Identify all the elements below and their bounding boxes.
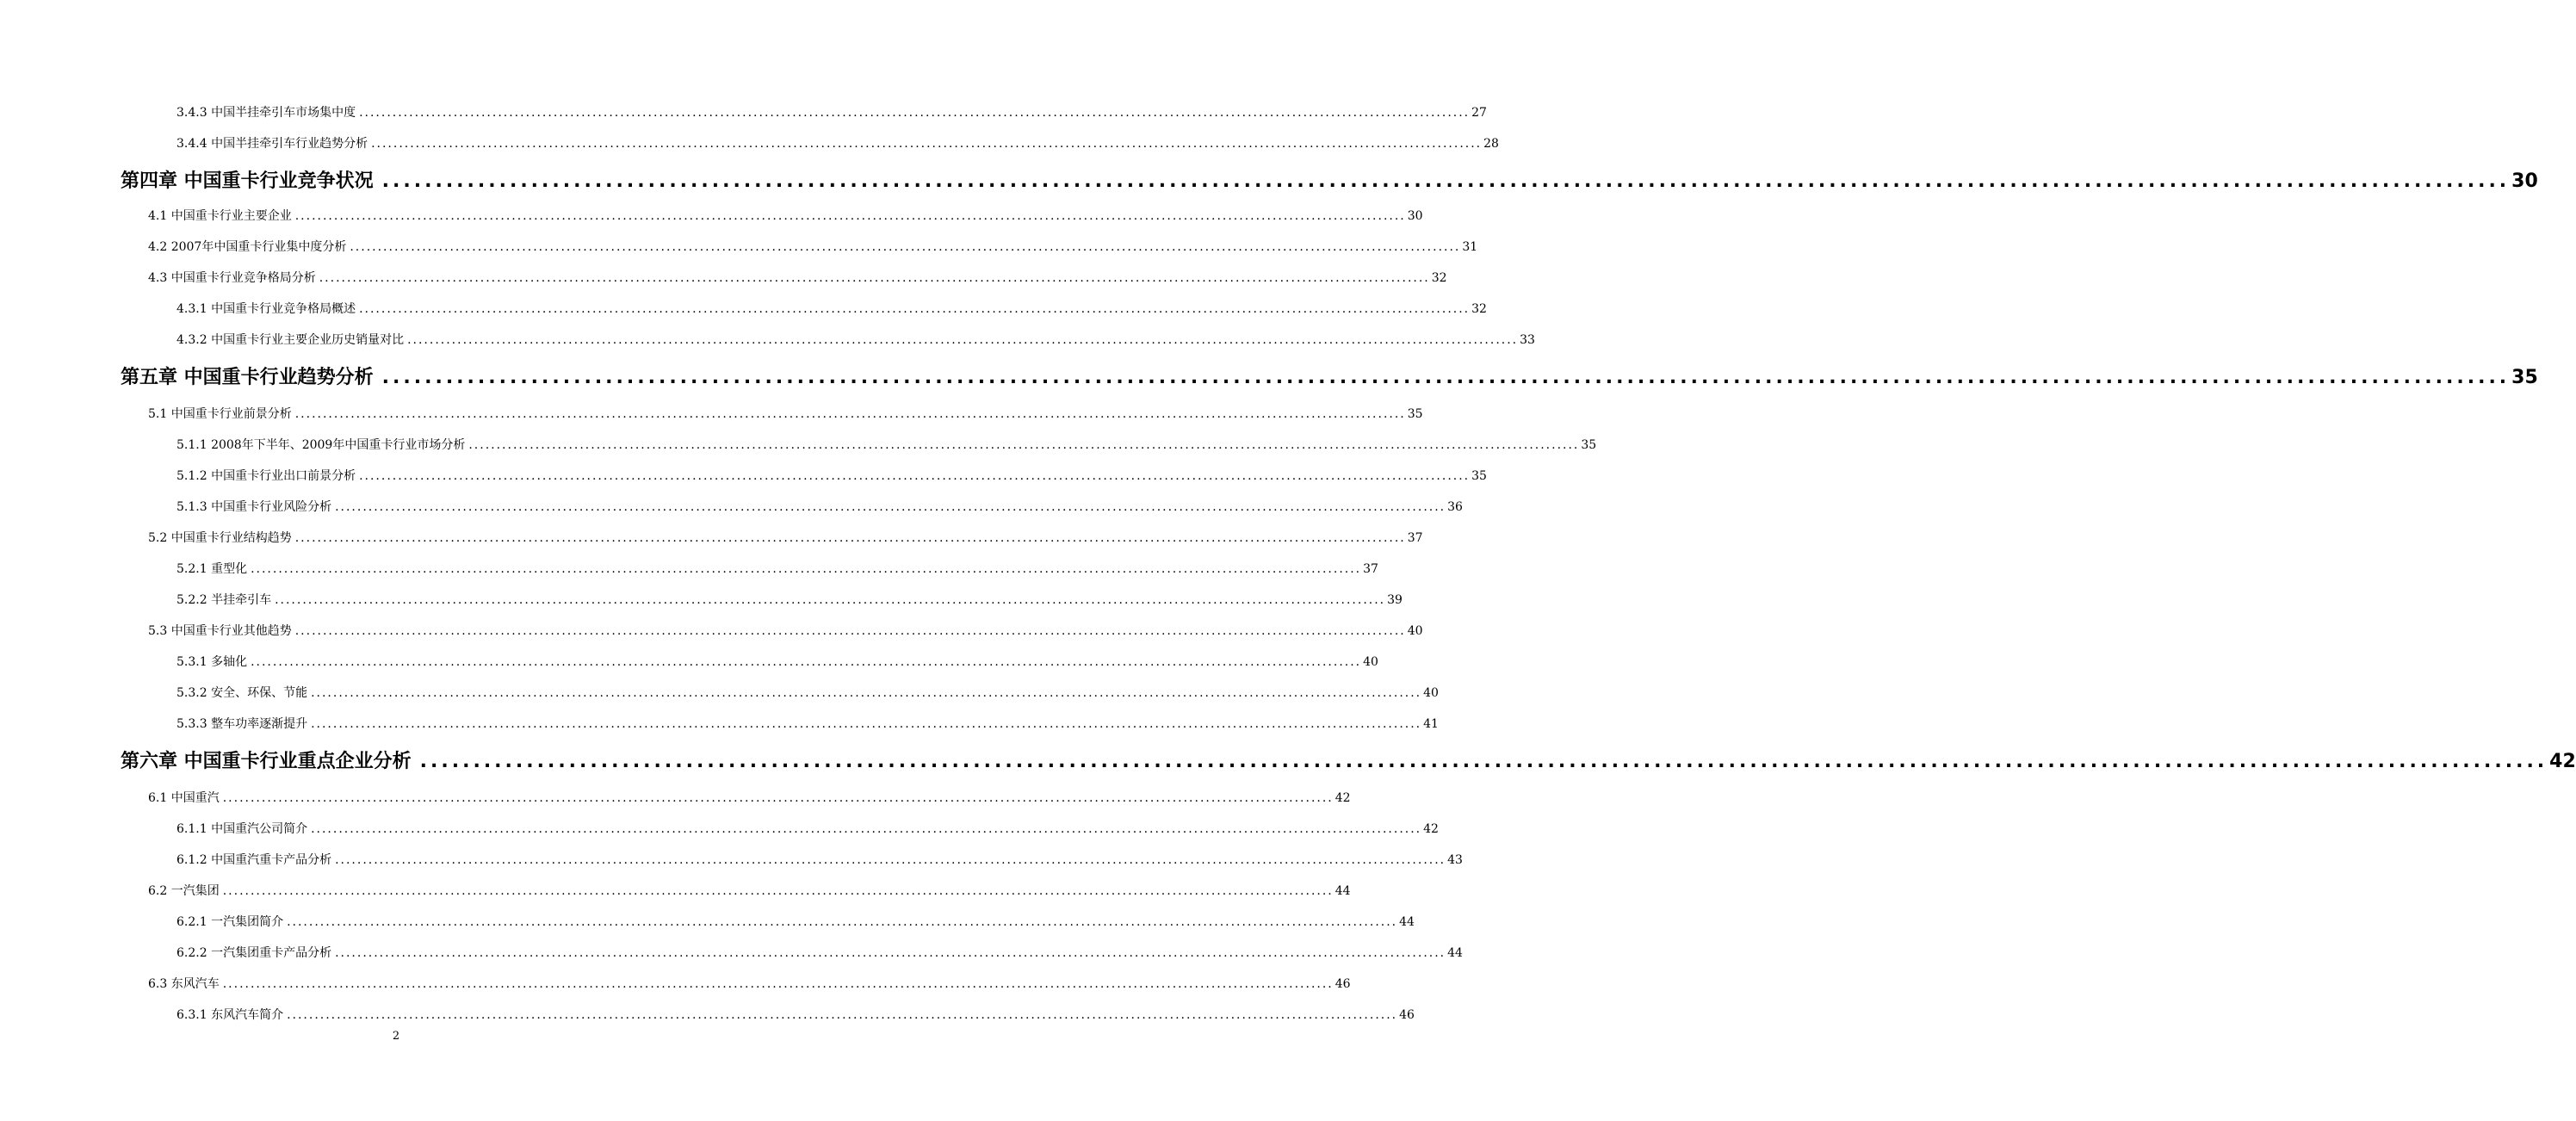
- toc-entry-page: 42: [1423, 822, 1439, 836]
- toc-entry[interactable]: [148, 269, 1447, 286]
- toc-dot-leader: ........................................................................................................................................................................................................: [311, 717, 1422, 731]
- toc-entry[interactable]: [148, 238, 1478, 255]
- toc-chapter-entry[interactable]: [121, 166, 2538, 193]
- toc-entry-title: 5.3 中国重卡行业其他趋势: [148, 624, 292, 638]
- toc-entry-page: 32: [1431, 271, 1447, 285]
- toc-entry-page: 46: [1399, 1008, 1415, 1022]
- toc-entry-page: 27: [1471, 106, 1487, 120]
- toc-entry-title: 3.4.4 中国半挂牵引车行业趋势分析: [176, 137, 368, 151]
- toc-entry-page: 35: [1407, 407, 1423, 421]
- toc-entry-title: 4.3.1 中国重卡行业竞争格局概述: [176, 302, 356, 316]
- toc-entry[interactable]: [176, 331, 1535, 348]
- toc-entry-page: 31: [1462, 240, 1478, 254]
- toc-entry[interactable]: [176, 913, 1415, 930]
- toc-dot-leader: ........................................................................................................................................................................................................: [294, 209, 1406, 223]
- toc-entry-page: 46: [1334, 977, 1351, 991]
- toc-entry[interactable]: [176, 134, 1499, 152]
- toc-entry-title: 4.2 2007年中国重卡行业集中度分析: [148, 240, 347, 254]
- toc-entry-title: 6.1.2 中国重汽重卡产品分析: [176, 853, 332, 867]
- toc-entry-title: 3.4.3 中国半挂牵引车市场集中度: [176, 106, 356, 120]
- toc-entry-title: 6.3.1 东风汽车简介: [176, 1008, 284, 1022]
- toc-dot-leader: ........................................................................................................................................................................................................: [335, 946, 1446, 960]
- toc-dot-leader: ........................................................................................................................................................................................................: [381, 367, 2511, 388]
- toc-entry-page: 28: [1483, 137, 1499, 151]
- toc-entry-title: 5.1.1 2008年下半年、2009年中国重卡行业市场分析: [176, 438, 466, 452]
- toc-entry-title: 5.3.1 多轴化: [176, 655, 248, 669]
- toc-entry-page: 33: [1520, 333, 1535, 347]
- toc-entry[interactable]: [148, 207, 1423, 224]
- toc-entry-title: 5.2 中国重卡行业结构趋势: [148, 531, 292, 545]
- toc-dot-leader: ........................................................................................................................................................................................................: [468, 438, 1580, 452]
- toc-entry-title: 第六章 中国重卡行业重点企业分析: [121, 751, 412, 772]
- toc-dot-leader: ........................................................................................................................................................................................................: [381, 170, 2511, 192]
- toc-entry-page: 40: [1423, 686, 1439, 700]
- toc-dot-leader: ........................................................................................................................................................................................................: [359, 302, 1471, 316]
- toc-entry-title: 5.1.3 中国重卡行业风险分析: [176, 500, 332, 514]
- toc-entry-page: 35: [1581, 438, 1597, 452]
- toc-entry-page: 43: [1447, 853, 1463, 867]
- toc-entry[interactable]: [176, 715, 1439, 732]
- toc-entry-title: 4.3.2 中国重卡行业主要企业历史销量对比: [176, 333, 405, 347]
- toc-entry[interactable]: [176, 820, 1439, 837]
- toc-entry-title: 5.3.3 整车功率逐渐提升: [176, 717, 308, 731]
- toc-entry-page: 39: [1387, 593, 1403, 607]
- toc-entry-page: 37: [1407, 531, 1423, 545]
- toc-dot-leader: ........................................................................................................................................................................................................: [287, 1008, 1398, 1022]
- toc-entry-title: 5.1.2 中国重卡行业出口前景分析: [176, 469, 356, 483]
- toc-entry[interactable]: [148, 529, 1423, 546]
- toc-chapter-entry[interactable]: [121, 362, 2538, 389]
- toc-entry[interactable]: [176, 591, 1403, 608]
- toc-dot-leader: ........................................................................................................................................................................................................: [275, 593, 1386, 607]
- toc-entry-page: 40: [1407, 624, 1423, 638]
- toc-dot-leader: ........................................................................................................................................................................................................: [371, 137, 1483, 151]
- toc-dot-leader: ........................................................................................................................................................................................................: [287, 915, 1398, 929]
- toc-entry-title: 5.2.2 半挂牵引车: [176, 593, 272, 607]
- toc-entry-page: 40: [1363, 655, 1378, 669]
- toc-dot-leader: ........................................................................................................................................................................................................: [251, 562, 1362, 576]
- toc-entry-title: 6.3 东风汽车: [148, 977, 220, 991]
- toc-entry[interactable]: [176, 560, 1378, 577]
- toc-entry-page: 37: [1363, 562, 1378, 576]
- toc-entry-title: 6.2.1 一汽集团简介: [176, 915, 284, 929]
- toc-dot-leader: ........................................................................................................................................................................................................: [335, 500, 1446, 514]
- toc-dot-leader: ........................................................................................................................................................................................................: [222, 884, 1334, 898]
- toc-dot-leader: ........................................................................................................................................................................................................: [294, 407, 1406, 421]
- toc-entry[interactable]: [176, 684, 1439, 701]
- toc-entry[interactable]: [176, 653, 1378, 670]
- toc-chapter-entry[interactable]: [121, 746, 2576, 773]
- toc-entry[interactable]: [176, 944, 1463, 961]
- toc-entry-page: 35: [2511, 367, 2538, 388]
- toc-entry[interactable]: [148, 789, 1351, 806]
- toc-entry-page: 41: [1423, 717, 1439, 731]
- toc-entry[interactable]: [176, 467, 1487, 484]
- toc-entry-page: 30: [2511, 170, 2538, 192]
- toc-entry[interactable]: [176, 436, 1597, 453]
- toc-entry[interactable]: [148, 405, 1423, 422]
- toc-dot-leader: ........................................................................................................................................................................................................: [319, 271, 1430, 285]
- toc-entry[interactable]: [176, 498, 1463, 515]
- toc-entry-title: 第五章 中国重卡行业趋势分析: [121, 367, 374, 388]
- toc-entry[interactable]: [176, 851, 1463, 868]
- toc-dot-leader: ........................................................................................................................................................................................................: [294, 624, 1406, 638]
- toc-dot-leader: ........................................................................................................................................................................................................: [222, 977, 1334, 991]
- toc-entry-page: 44: [1447, 946, 1463, 960]
- toc-entry[interactable]: [176, 300, 1487, 317]
- toc-entry-title: 第四章 中国重卡行业竞争状况: [121, 170, 374, 192]
- toc-entry-page: 35: [1471, 469, 1487, 483]
- toc-dot-leader: ........................................................................................................................................................................................................: [222, 791, 1334, 805]
- page-number: 2: [392, 1030, 400, 1043]
- toc-entry[interactable]: [148, 882, 1351, 899]
- toc-dot-leader: ........................................................................................................................................................................................................: [251, 655, 1362, 669]
- toc-entry[interactable]: [148, 622, 1423, 639]
- toc-entry-page: 42: [1334, 791, 1351, 805]
- toc-entry-title: 6.1 中国重汽: [148, 791, 220, 805]
- toc-dot-leader: ........................................................................................................................................................................................................: [350, 240, 1461, 254]
- toc-entry-title: 6.2.2 一汽集团重卡产品分析: [176, 946, 332, 960]
- toc-dot-leader: ........................................................................................................................................................................................................: [407, 333, 1519, 347]
- toc-entry-title: 4.1 中国重卡行业主要企业: [148, 209, 292, 223]
- toc-dot-leader: ........................................................................................................................................................................................................: [359, 469, 1471, 483]
- toc-entry-page: 44: [1334, 884, 1351, 898]
- toc-entry-title: 6.1.1 中国重汽公司简介: [176, 822, 308, 836]
- toc-entry-page: 30: [1407, 209, 1423, 223]
- toc-entry-title: 5.3.2 安全、环保、节能: [176, 686, 308, 700]
- toc-entry-title: 5.1 中国重卡行业前景分析: [148, 407, 292, 421]
- toc-entry-page: 32: [1471, 302, 1487, 316]
- toc-entry-page: 36: [1447, 500, 1463, 514]
- toc-dot-leader: ........................................................................................................................................................................................................: [311, 686, 1422, 700]
- toc-entry[interactable]: [176, 103, 1487, 121]
- toc-entry[interactable]: [176, 1006, 1415, 1023]
- toc-dot-leader: ........................................................................................................................................................................................................: [294, 531, 1406, 545]
- toc-entry-title: 4.3 中国重卡行业竞争格局分析: [148, 271, 316, 285]
- toc-dot-leader: ........................................................................................................................................................................................................: [419, 751, 2548, 772]
- toc-entry-page: 44: [1399, 915, 1415, 929]
- toc-entry[interactable]: [148, 975, 1351, 992]
- toc-entry-title: 5.2.1 重型化: [176, 562, 248, 576]
- toc-entry-title: 6.2 一汽集团: [148, 884, 220, 898]
- toc-entry-page: 42: [2549, 751, 2576, 772]
- toc-dot-leader: ........................................................................................................................................................................................................: [359, 106, 1471, 120]
- toc-dot-leader: ........................................................................................................................................................................................................: [311, 822, 1422, 836]
- toc-dot-leader: ........................................................................................................................................................................................................: [335, 853, 1446, 867]
